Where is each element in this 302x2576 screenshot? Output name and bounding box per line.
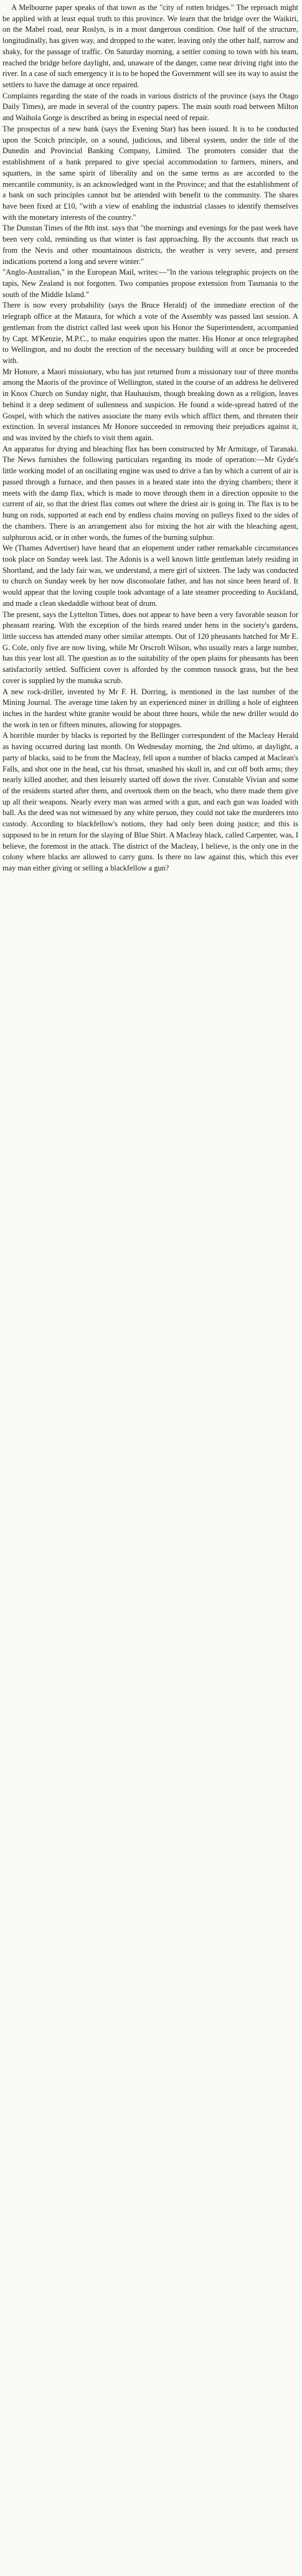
paragraph-bridges: A Melbourne paper speaks of that town as the "city of rotten bridges." The reproach might be applied with at least equal truth to this province. We learn that the bridge over the Waikiri, on the Mabel road, near Roslyn, is in a most dangerous condition. One half of the structure, longitudinally, has given way, and dropped to the water, leaving only the other half, narrow and shaky, for the passage of traffic. On Saturday morning, a settler coming to town with his team, reached the bridge before daylight, and, unaware of the danger, came near driving right into the river. In a case of such emergency it is to be hoped the Government will see its way to assist the settlers to have the damage at once repaired. — [2, 3, 298, 90]
paragraph-telegraph-projects: "Anglo-Australian," in the European Mail, writes:—"In the various telegraphic projects on the tapis, New Zealand is not forgotten. Two companies propose extension from Tasmania to the south of the Middle Island." — [2, 268, 298, 299]
paragraph-flax-apparatus: An apparatus for drying and bleaching flax has been constructed by Mr Armitage, of Taranaki. The News furnishes the following particulars regarding its mode of operation:—Mr Gyde's little working model of an oscillating engine was used to drive a fan by which a current of air is passed through a furnace, and then passes in a heated state into the drying chambers; there it meets with the damp flax, which is made to move through them in a direction opposite to the current of air, so that the driest flax comes out where the driest air is going in. The flax is to be hung on rods, supported at each end by endless chains moving on pulleys fixed to the sides of the chambers. There is an arrangement also for mixing the hot air with the bleaching agent, sulphurous acid, or in other words, the fumes of the burning sulphur. — [2, 444, 298, 542]
paragraph-murder-report: A horrible murder by blacks is reported by the Bellinger correspondent of the Macleay Herald as having occurred during last month. On Wednesday morning, the 2nd ultimo, at daylight, a party of blacks, said to be from the Macleay, fell upon a number of blacks camped at Maclean's Falls, and shot one in the head, cut his throat, smashed his skull in, and cut off both arms; they nearly killed another, and then leisurely started off down the river. Constable Vivian and some of the residents started after them, and overtook them on the beach, who there made them give up all their weapons. Nearly every man was armed with a gun, and each gun was loaded with ball. As the deed was not witnessed by any white person, they could not take the murderers into custody. According to blackfellow's notions, they had only been doing justice; and this is supposed to be in return for the slaying of Blue Shirt. A Macleay black, called Carpenter, was, I believe, the foremost in the attack. The district of the Macleay, I believe, is the only one in the colony where blacks are allowed to carry guns. Is there no law against this, which this ever may man either giving or selling a blackfellow a gun? — [2, 731, 298, 873]
paragraph-roads: Complaints regarding the state of the roads in various districts of the province (says the Otago Daily Times), are made in several of the country papers. The main south road between Milton and Waihola Gorge is described as being in especial need of repair. — [2, 91, 298, 123]
paragraph-elopement: We (Thames Advertiser) have heard that an elopement under rather remarkable circumstances took place on Sunday week last. The Adonis is a well known little gentleman lately residing in Shortland, and the lady fair was, we understand, a mere girl of sixteen. The lady was conducted to church on Sunday week by her now disconsolate father, and has not since been heard of. It would appear that the loving couple took advantage of a late steamer proceeding to Auckland, and made a clean skedaddle without beat of drum. — [2, 544, 298, 608]
paragraph-dunstan-weather: The Dunstan Times of the 8th inst. says that "the mornings and evenings for the past week have been very cold, reminding us that winter is fast approaching. By the accounts that reach us from the Nevis and other mountainous districts, the weather is very severe, and present indications portend a long and severe winter." — [2, 224, 298, 266]
paragraph-mataura-telegraph: There is now every probability (says the Bruce Herald) of the immediate erection of the telegraph office at the Mataura, for which a vote of the Assembly was passed last session. A gentleman from the district called last week upon his Honor the Superintendent, accompanied by Capt. M'Kenzie, M.P.C., to make enquiries upon the matter. His Honor at once telegraphed to Wellington, and no doubt the erection of the necessary building will at once be proceeded with. — [2, 301, 298, 365]
paragraph-pheasants: The present, says the Lyttelton Times, does not appear to have been a very favorable season for pheasant rearing. With the exception of the birds reared under hens in the society's gardens, little success has attended many other similar attempts. Out of 120 pheasants hatched for Mr E. G. Cole, only five are now living, while Mr Orscroft Wilson, who usually rears a large number, has this year lost all. The question as to the suitability of the open plains for pheasants has been satisfactorily settled. Sufficient cover is afforded by the common tussock grass, but the best cover is supplied by the manuka scrub. — [2, 610, 298, 685]
paragraph-maori-missionary: Mr Honore, a Maori missionary, who has just returned from a missionary tour of three months among the Maoris of the province of Wellington, stated in the course of an address he delivered in Knox Church on Sunday night, that Hauhauism, though breaking down as a religion, leaves behind it a deep sediment of sullenness and suspicion. He found a wide-spread hatred of the Gospel, with which the natives associate the many evils which afflict them, and threaten their extinction. In several instances Mr Honore succeeded in removing their prejudices against it, and was invited by the chiefs to visit them again. — [2, 367, 298, 443]
paragraph-rock-driller: A new rock-driller, invented by Mr F. H. Dorring, is mentioned in the last number of the Mining Journal. The average time taken by an experienced miner in drilling a hole of eighteen inches in the hardest white granite would be about three hours, while the new driller would do the work in ten or fifteen minutes, allowing for stoppages. — [2, 687, 298, 729]
paragraph-new-bank: The prospectus of a new bank (says the Evening Star) has been issued. It is to be conducted upon the Scotch principle, on a sound, judicious, and liberal system, under the title of the Dunedin and Provincial Banking Company, Limited. The promoters consider that the establishment of a bank prepared to give special accommodation to farmers, miners, and squatters, in the same spirit of liberality and on the same terms as are accorded to the mercantile community, is an acknowledged want in the Province; and that the establishment of a bank on such principles cannot but be attended with benefit to the community. The shares have been fixed at £10, "with a view of enabling the industrial classes to identify themselves with the monetary interests of the country." — [2, 124, 298, 222]
